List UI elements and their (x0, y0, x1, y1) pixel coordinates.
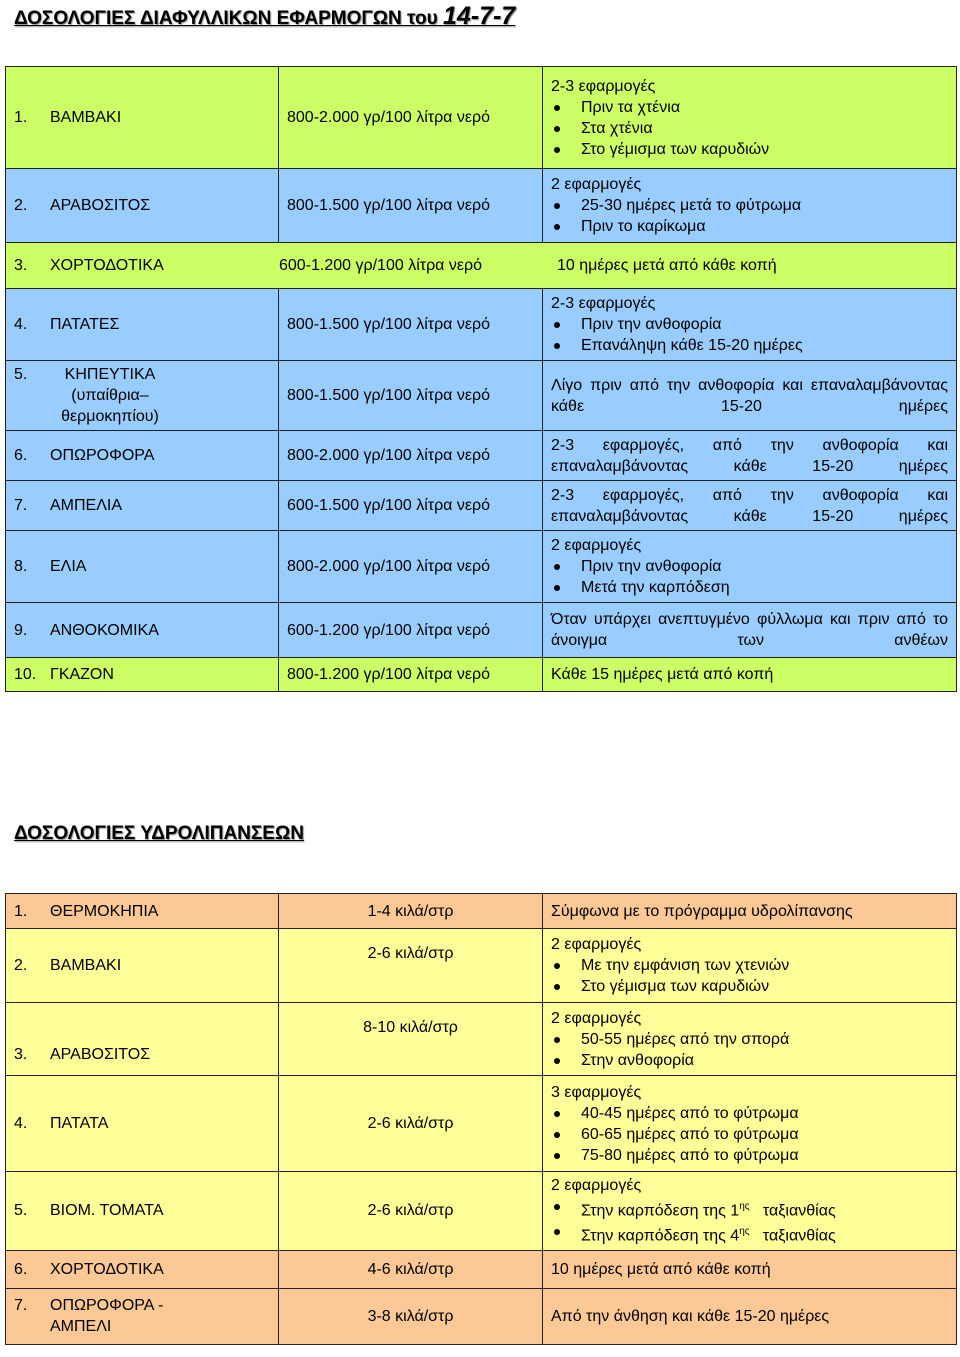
dose-cell: 2-6 κιλά/στρ (279, 1076, 543, 1172)
crop-name: ΟΠΩΡΟΦΟΡΑ (50, 447, 155, 464)
crop-name: ΓΚΑΖΟΝ (50, 666, 114, 683)
table-row (6, 1003, 957, 1076)
row-number: 5. (14, 1202, 28, 1220)
list-item (551, 1196, 948, 1221)
item-text: ταξιανθίας (762, 1202, 836, 1220)
row-number: 3. (14, 1046, 28, 1063)
application-cell: 10 ημέρες μετά από κάθε κοπή (543, 1250, 957, 1288)
table-row (6, 431, 957, 481)
application-cell: 2-3 εφαρμογές, από την ανθοφορία και επαναλαμβάνοντας κάθε 15-20 ημέρες (543, 431, 957, 481)
crop-cell (6, 1288, 279, 1344)
table-row (6, 1172, 957, 1251)
list-item: 75-80 ημέρες από το φύτρωμα (551, 1145, 948, 1166)
crop-name: ΒΑΜΒΑΚΙ (50, 957, 122, 974)
list-item: Στο γέμισμα των καρυδιών (551, 976, 948, 997)
dose-cell: 4-6 κιλά/στρ (279, 1250, 543, 1288)
application-head: 3 εφαρμογές (551, 1083, 642, 1101)
crop-name: ΕΛΙΑ (50, 558, 87, 575)
application-cell (543, 929, 957, 1003)
crop-cell (6, 531, 279, 603)
application-head: 2 εφαρμογές (551, 176, 642, 193)
application-head: 2-3 εφαρμογές (551, 295, 656, 312)
crop-cell (6, 481, 279, 531)
dose-cell: 800-2.000 γρ/100 λίτρα νερό (279, 67, 543, 169)
list-item: 50-55 ημέρες από την σπορά (551, 1029, 948, 1050)
dose-cell: 600-1.200 γρ/100 λίτρα νερό (279, 603, 543, 658)
table-row (6, 894, 957, 929)
list-item: Πριν την ανθοφορία (551, 314, 948, 335)
application-list (551, 97, 948, 160)
dose-cell: 600-1.500 γρ/100 λίτρα νερό (279, 481, 543, 531)
ordinal-suffix: ης (739, 1226, 750, 1238)
dose-cell: 2-6 κιλά/στρ (279, 929, 543, 1003)
table-row (6, 929, 957, 1003)
dose-cell: 800-1.500 γρ/100 λίτρα νερό (279, 361, 543, 431)
crop-cell (6, 603, 279, 658)
crop-name: ΑΡΑΒΟΣΙΤΟΣ (50, 197, 151, 214)
table-row (6, 243, 957, 289)
row-number: 7. (14, 497, 28, 514)
application-cell: Κάθε 15 ημέρες μετά από κοπή (543, 658, 957, 692)
list-item: 60-65 ημέρες από το φύτρωμα (551, 1124, 948, 1145)
section1-title (14, 2, 515, 31)
dose-cell: 1-4 κιλά/στρ (279, 894, 543, 929)
merged-row (6, 252, 956, 279)
application-head: 2-3 εφαρμογές (551, 77, 656, 95)
application-cell: 10 ημέρες μετά από κάθε κοπή (557, 257, 777, 274)
row-number: 4. (14, 316, 28, 333)
crop-cell (6, 67, 279, 169)
row-number: 1. (14, 109, 28, 126)
item-text: Στην καρπόδεση της 4 (581, 1227, 740, 1245)
table-row (6, 531, 957, 603)
application-cell: Όταν υπάρχει ανεπτυγμένο φύλλωμα και πριν από το άνοιγμα των ανθέων (543, 603, 957, 658)
crop-name: ΧΟΡΤΟΔΟΤΙΚΑ (50, 257, 164, 274)
list-item: Στα χτένια (551, 118, 948, 139)
table-row (6, 481, 957, 531)
row-number: 7. (14, 1297, 28, 1315)
row-number: 6. (14, 447, 28, 464)
application-cell: Λίγο πριν από την ανθοφορία και επαναλαμβάνοντας κάθε 15-20 ημέρες (543, 361, 957, 431)
foliar-dosage-table (5, 66, 957, 692)
row-number: 6. (14, 1260, 28, 1278)
application-cell (543, 1003, 957, 1076)
list-item: Στην ανθοφορία (551, 1050, 948, 1071)
section2-title: ΔΟΣΟΛΟΓΙΕΣ ΥΔΡΟΛΙΠΑΝΣΕΩΝ (14, 823, 304, 844)
row-number: 2. (14, 197, 28, 214)
table-row (6, 1250, 957, 1288)
application-cell (543, 1172, 957, 1251)
row-number: 4. (14, 1115, 28, 1132)
application-list (551, 556, 948, 598)
row-number: 9. (14, 621, 28, 639)
list-item: Πριν την ανθοφορία (551, 556, 948, 577)
application-list (551, 195, 948, 237)
row-number: 8. (14, 558, 28, 575)
section1-title-formula: 14-7-7 (442, 2, 516, 30)
crop-name: ΚΗΠΕΥΤΙΚΑ (υπαίθρια– θερμοκηπίου) (61, 366, 159, 425)
crop-cell (6, 929, 279, 1003)
application-cell: Σύμφωνα με το πρόγραμμα υδρολίπανσης (543, 894, 957, 929)
list-item: Μετά την καρπόδεση (551, 577, 948, 598)
ordinal-suffix: ης (739, 1201, 750, 1212)
crop-cell (6, 431, 279, 481)
row-number: 1. (14, 902, 28, 920)
crop-name: ΠΑΤΑΤΑ (50, 1115, 109, 1132)
application-cell (543, 169, 957, 243)
row-number: 10. (14, 666, 37, 683)
row-number: 3. (14, 257, 28, 274)
application-head: 2 εφαρμογές (551, 1009, 642, 1027)
application-list (551, 955, 948, 997)
list-item: Πριν τα χτένια (551, 97, 948, 118)
application-cell: Από την άνθηση και κάθε 15-20 ημέρες (543, 1288, 957, 1344)
application-cell: 2-3 εφαρμογές, από την ανθοφορία και επαναλαμβάνοντας κάθε 15-20 ημέρες (543, 481, 957, 531)
crop-cell (6, 289, 279, 361)
application-head: 2 εφαρμογές (551, 1177, 642, 1194)
dose-cell: 2-6 κιλά/στρ (279, 1172, 543, 1251)
crop-cell (6, 1003, 279, 1076)
crop-cell (6, 169, 279, 243)
crop-name: ΠΑΤΑΤΕΣ (50, 316, 120, 333)
dose-cell: 600-1.200 γρ/100 λίτρα νερό (279, 257, 482, 274)
crop-name: ΒΙΟΜ. ΤΟΜΑΤΑ (50, 1202, 164, 1220)
table-row (6, 658, 957, 692)
list-item: 40-45 ημέρες από το φύτρωμα (551, 1103, 948, 1124)
dose-cell: 800-1.500 γρ/100 λίτρα νερό (279, 169, 543, 243)
fertigation-dosage-table (5, 893, 957, 1345)
table-row (6, 169, 957, 243)
dose-cell: 800-2.000 γρ/100 λίτρα νερό (279, 431, 543, 481)
crop-cell (6, 894, 279, 929)
list-item: Με την εμφάνιση των χτενιών (551, 955, 948, 976)
crop-cell (6, 658, 279, 692)
list-item: Πριν το καρίκωμα (551, 216, 948, 237)
crop-name: ΧΟΡΤΟΔΟΤΙΚΑ (50, 1260, 164, 1278)
application-cell (543, 1076, 957, 1172)
dose-cell: 800-2.000 γρ/100 λίτρα νερό (279, 531, 543, 603)
row-number: 2. (14, 957, 28, 974)
dose-cell: 800-1.200 γρ/100 λίτρα νερό (279, 658, 543, 692)
crop-name: ΟΠΩΡΟΦΟΡΑ - ΑΜΠΕΛΙ (50, 1297, 164, 1336)
list-item: 25-30 ημέρες μετά το φύτρωμα (551, 195, 948, 216)
application-cell (543, 289, 957, 361)
merged-cell (6, 243, 957, 289)
table-row (6, 1076, 957, 1172)
application-cell (543, 67, 957, 169)
dose-cell: 3-8 κιλά/στρ (279, 1288, 543, 1344)
crop-cell (6, 1250, 279, 1288)
item-text: Στην καρπόδεση της 1 (581, 1202, 740, 1220)
application-list (551, 1029, 948, 1071)
crop-cell (6, 361, 279, 431)
table-row (6, 67, 957, 169)
table-row (6, 603, 957, 658)
crop-name: ΑΡΑΒΟΣΙΤΟΣ (50, 1046, 151, 1063)
application-head: 2 εφαρμογές (551, 537, 642, 554)
application-list (551, 314, 948, 356)
application-list (551, 1103, 948, 1166)
table-row (6, 361, 957, 431)
dose-cell: 8-10 κιλά/στρ (279, 1003, 543, 1076)
section1-title-text: ΔΟΣΟΛΟΓΙΕΣ ΔΙΑΦΥΛΛΙΚΩΝ ΕΦΑΡΜΟΓΩΝ του (14, 8, 438, 29)
crop-name: ΒΑΜΒΑΚΙ (50, 109, 122, 126)
crop-name: ΑΝΘΟΚΟΜΙΚΑ (50, 621, 159, 639)
crop-cell (6, 1076, 279, 1172)
crop-name: ΑΜΠΕΛΙΑ (50, 497, 123, 514)
application-list (551, 1196, 948, 1247)
row-number: 5. (14, 366, 28, 383)
item-text: ταξιανθίας (762, 1227, 836, 1245)
list-item: Στο γέμισμα των καρυδιών (551, 139, 948, 160)
list-item (551, 1221, 948, 1246)
crop-cell (14, 255, 279, 276)
application-head: 2 εφαρμογές (551, 936, 642, 953)
dose-cell: 800-1.500 γρ/100 λίτρα νερό (279, 289, 543, 361)
table-row (6, 1288, 957, 1344)
table-row (6, 289, 957, 361)
application-cell (543, 531, 957, 603)
list-item: Επανάληψη κάθε 15-20 ημέρες (551, 335, 948, 356)
crop-cell (6, 1172, 279, 1251)
crop-name: ΘΕΡΜΟΚΗΠΙΑ (50, 902, 159, 920)
